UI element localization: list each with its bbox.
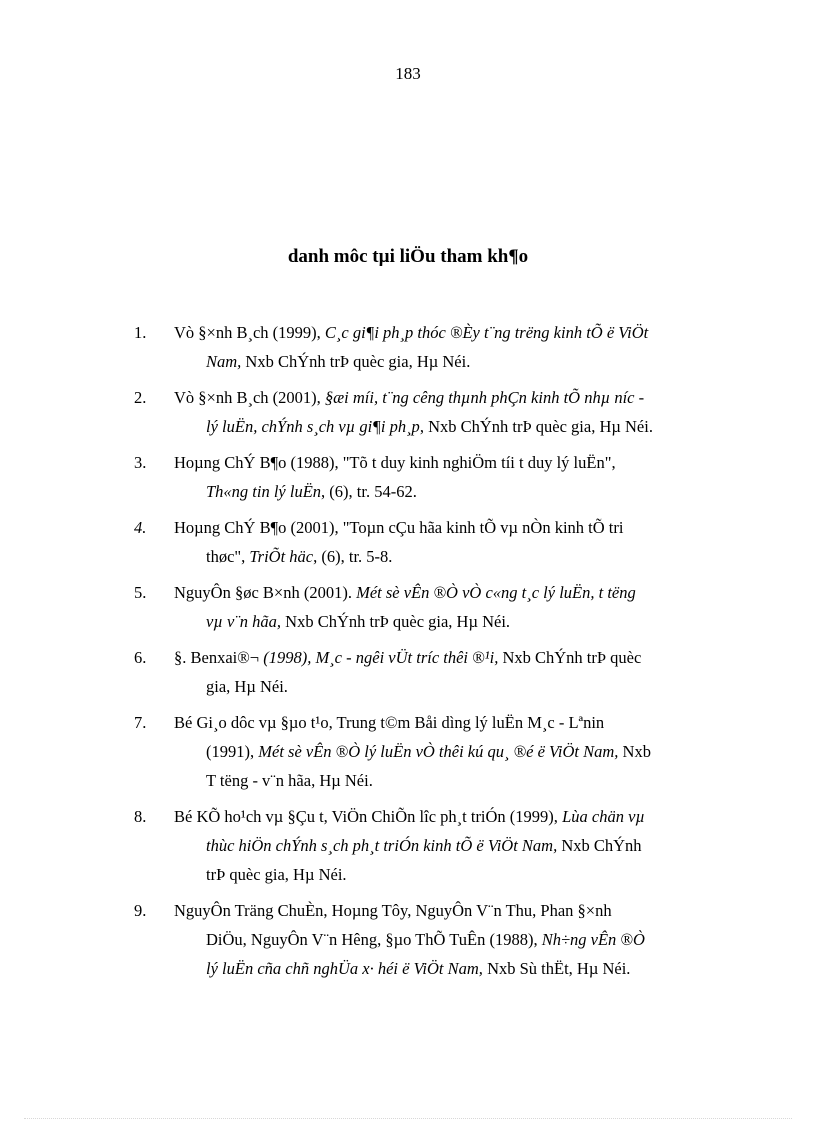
reference-number: 5. [134, 583, 147, 602]
reference-text: , (6), tr. 54-62. [321, 482, 417, 501]
reference-text: Hoµng ChÝ B¶o (1988), "Tõ t duy kinh nghiÖm tíi t duy lý luËn", [174, 453, 616, 472]
reference-text: Nxb ChÝnh trÞ quèc gia, Hµ Néi. [281, 612, 511, 631]
reference-item [134, 896, 738, 983]
reference-title-text: Mét sè vÊn ®Ò lý luËn vÒ thêi kú qu¸ ®é ë ViÖt Nam, [258, 742, 619, 761]
reference-list [134, 318, 738, 990]
reference-number: 9. [134, 901, 147, 920]
reference-title-text: thùc hiÖn chÝnh s¸ch ph¸t triÓn kinh tÕ ë ViÖt Nam, [206, 836, 558, 855]
reference-item [134, 643, 738, 701]
reference-title-text: Mét sè vÊn ®Ò vÒ c«ng t¸c lý luËn, t tëng [356, 583, 636, 602]
reference-text: NguyÔn Träng ChuÈn, Hoµng Tôy, NguyÔn V¨n Thu, Phan §×nh [174, 901, 612, 920]
reference-text: §. Benxai®¬ [174, 648, 264, 667]
reference-line [174, 513, 738, 542]
reference-line [174, 802, 738, 831]
reference-item [134, 318, 738, 376]
reference-title-text: lý luËn cña chñ nghÜa x· héi ë ViÖt Nam, [206, 959, 483, 978]
reference-title-text: lý luËn, chÝnh s¸ch vµ gi¶i ph¸p [206, 417, 420, 436]
reference-item [134, 578, 738, 636]
reference-text: Nxb ChÝnh trÞ quèc [498, 648, 642, 667]
reference-text: , Nxb ChÝnh trÞ quèc gia, Hµ Néi. [419, 417, 653, 436]
reference-line [174, 607, 738, 636]
page-number: 183 [395, 64, 421, 83]
reference-line [174, 708, 738, 737]
reference-text: Vò §×nh B¸ch (2001), [174, 388, 325, 407]
reference-title-text: Nh÷ng vÊn ®Ò [541, 930, 645, 949]
reference-text: Hoµng ChÝ B¶o (2001), "Toµn cÇu hãa kinh tÕ vµ nÒn kinh tÕ tri [174, 518, 624, 537]
reference-number: 8. [134, 807, 147, 826]
reference-title-text: (1998), M¸c - ngêi vÜt tríc thêi ®¹i, [263, 648, 499, 667]
reference-line [174, 383, 738, 412]
reference-title-text: §æi míi, t¨ng cêng thµnh phÇn kinh tÕ nhµ níc - [324, 388, 645, 407]
reference-text: Vò §×nh B¸ch (1999), [174, 323, 325, 342]
reference-line [174, 477, 738, 506]
reference-line [174, 578, 738, 607]
footer-divider [24, 1118, 792, 1119]
page-title: danh môc tµi liÖu tham kh¶o [287, 246, 529, 267]
reference-number: 6. [134, 648, 147, 667]
reference-text: , (6), tr. 5-8. [313, 547, 393, 566]
reference-text: DiÖu, NguyÔn V¨n Hêng, §µo ThÕ TuÊn (1988), [206, 930, 542, 949]
reference-text: T tëng - v¨n hãa, Hµ Néi. [206, 771, 373, 790]
reference-line [174, 448, 738, 477]
reference-text: Bé KÕ ho¹ch vµ §Çu t, ViÖn ChiÕn lîc ph¸t triÓn (1999), [174, 807, 563, 826]
reference-title-text: vµ v¨n hãa, [206, 612, 282, 631]
reference-line [174, 766, 738, 795]
reference-title-text: Lùa chän vµ [562, 807, 645, 826]
reference-text: gia, Hµ Néi. [206, 677, 288, 696]
reference-line [174, 896, 738, 925]
reference-line [174, 542, 738, 571]
reference-text: (1991), [206, 742, 259, 761]
reference-item [134, 513, 738, 571]
reference-text: Nxb [618, 742, 651, 761]
reference-line [174, 643, 738, 672]
reference-item [134, 802, 738, 889]
reference-item [134, 708, 738, 795]
reference-text: Bé Gi¸o dôc vµ §µo t¹o, Trung t©m Båi dìng lý luËn M¸c - Lªnin [174, 713, 605, 732]
reference-line [174, 737, 738, 766]
reference-line [174, 954, 738, 983]
reference-item [134, 383, 738, 441]
reference-title-text: Nam, [206, 352, 242, 371]
reference-line [174, 672, 738, 701]
reference-text: Nxb Sù thËt, Hµ Néi. [482, 959, 631, 978]
reference-title-text: TriÕt häc [249, 547, 314, 566]
reference-line [174, 412, 738, 441]
reference-text: Nxb ChÝnh [557, 836, 642, 855]
reference-number: 1. [134, 323, 147, 342]
reference-title-text: Th«ng tin lý luËn [206, 482, 322, 501]
reference-number: 3. [134, 453, 147, 472]
reference-line [174, 347, 738, 376]
reference-number: 4. [134, 518, 147, 537]
reference-text: Nxb ChÝnh trÞ quèc gia, Hµ Néi. [241, 352, 471, 371]
reference-item [134, 448, 738, 506]
reference-line [174, 831, 738, 860]
reference-text: trÞ quèc gia, Hµ Néi. [206, 865, 347, 884]
reference-text: NguyÔn §øc B×nh (2001). [174, 583, 357, 602]
reference-number: 2. [134, 388, 147, 407]
reference-line [174, 318, 738, 347]
reference-text: thøc", [206, 547, 250, 566]
reference-title-text: C¸c gi¶i ph¸p thóc ®Èy t¨ng trëng kinh tÕ ë ViÖt [324, 323, 649, 342]
reference-line [174, 860, 738, 889]
reference-number: 7. [134, 713, 147, 732]
reference-line [174, 925, 738, 954]
